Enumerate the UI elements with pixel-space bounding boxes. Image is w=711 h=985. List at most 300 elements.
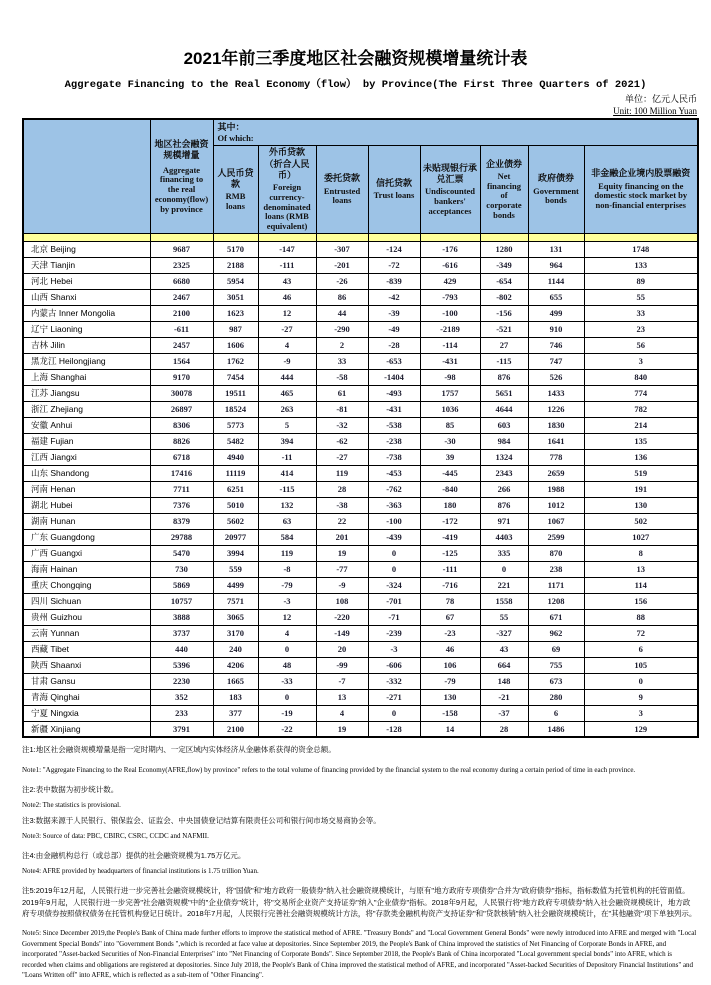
value-cell: 1564 <box>150 353 213 369</box>
value-cell: 840 <box>584 369 698 385</box>
value-cell: -100 <box>368 513 420 529</box>
footnotes <box>22 744 697 980</box>
value-cell: -762 <box>368 481 420 497</box>
value-cell: -30 <box>420 433 480 449</box>
value-cell: -2189 <box>420 321 480 337</box>
footnote: 注4:由金融机构总行（或总部）提供的社会融资规模为1.75万亿元。 <box>22 851 246 861</box>
column-header-en: Net financing of corporate bonds <box>486 170 522 220</box>
value-cell: 1486 <box>528 721 584 737</box>
province-cell: 辽宁 Liaoning <box>23 321 150 337</box>
value-cell: 1757 <box>420 385 480 401</box>
column-header-en: Government bonds <box>533 185 579 206</box>
value-cell: 13 <box>316 689 368 705</box>
value-cell: 1324 <box>480 449 528 465</box>
table-row <box>23 689 698 705</box>
value-cell: 133 <box>584 257 698 273</box>
table-row <box>23 273 698 289</box>
value-cell: 964 <box>528 257 584 273</box>
value-cell: -158 <box>420 705 480 721</box>
value-cell: -793 <box>420 289 480 305</box>
page-subtitle: Aggregate Financing to the Real Economy（flow） by Province(The First Three Quarters of 2021) <box>64 79 647 91</box>
value-cell: 108 <box>316 593 368 609</box>
value-cell: -37 <box>480 705 528 721</box>
column-header-cn: 政府债券 <box>537 173 574 184</box>
value-cell: -156 <box>480 305 528 321</box>
value-cell: 46 <box>258 289 316 305</box>
province-cell: 湖北 Hubei <box>23 497 150 513</box>
table-row <box>23 321 698 337</box>
table-row <box>23 593 698 609</box>
value-cell: -349 <box>480 257 528 273</box>
value-cell: -3 <box>368 641 420 657</box>
value-cell: 148 <box>480 673 528 689</box>
yellow-spacer-cell <box>258 233 316 241</box>
value-cell: 263 <box>258 401 316 417</box>
of-which-en: Of which: <box>217 132 254 143</box>
value-cell: -839 <box>368 273 420 289</box>
value-cell: -431 <box>420 353 480 369</box>
column-header-cn: 未贴现银行承兑汇票 <box>422 162 477 185</box>
column-header <box>420 146 480 234</box>
value-cell: 465 <box>258 385 316 401</box>
value-cell: 240 <box>213 641 258 657</box>
province-cell: 河南 Henan <box>23 481 150 497</box>
value-cell: -220 <box>316 609 368 625</box>
province-cell: 广西 Guangxi <box>23 545 150 561</box>
column-header-cn: 非金融企业境内股票融资 <box>591 168 691 179</box>
value-cell: 48 <box>258 657 316 673</box>
value-cell: 1558 <box>480 593 528 609</box>
province-cell: 黑龙江 Heilongjiang <box>23 353 150 369</box>
province-cell: 宁夏 Ningxia <box>23 705 150 721</box>
value-cell: 129 <box>584 721 698 737</box>
value-cell: 130 <box>584 497 698 513</box>
value-cell: 2325 <box>150 257 213 273</box>
yellow-spacer-cell <box>584 233 698 241</box>
value-cell: 2659 <box>528 465 584 481</box>
value-cell: 2599 <box>528 529 584 545</box>
value-cell: -27 <box>316 449 368 465</box>
value-cell: 29788 <box>150 529 213 545</box>
column-header-cn: 外币贷款（折合人民币） <box>264 147 310 180</box>
value-cell: 8 <box>584 545 698 561</box>
value-cell: -716 <box>420 577 480 593</box>
value-cell: 440 <box>150 641 213 657</box>
value-cell: -8 <box>258 561 316 577</box>
value-cell: 6 <box>528 705 584 721</box>
value-cell: -49 <box>368 321 420 337</box>
value-cell: 910 <box>528 321 584 337</box>
yellow-separator-row <box>23 233 698 241</box>
province-cell: 安徽 Anhui <box>23 417 150 433</box>
value-cell: -39 <box>368 305 420 321</box>
value-cell: 1067 <box>528 513 584 529</box>
province-cell: 吉林 Jilin <box>23 337 150 353</box>
value-cell: 1226 <box>528 401 584 417</box>
value-cell: -99 <box>316 657 368 673</box>
value-cell: 1433 <box>528 385 584 401</box>
province-cell: 浙江 Zhejiang <box>23 401 150 417</box>
table-row <box>23 337 698 353</box>
value-cell: 2 <box>316 337 368 353</box>
value-cell: 67 <box>420 609 480 625</box>
value-cell: 39 <box>420 449 480 465</box>
value-cell: 135 <box>584 433 698 449</box>
table-row <box>23 513 698 529</box>
province-cell: 重庆 Chongqing <box>23 577 150 593</box>
value-cell: 5651 <box>480 385 528 401</box>
table-row <box>23 449 698 465</box>
footnote: 注2:表中数据为初步统计数。 <box>22 785 119 795</box>
table-row <box>23 481 698 497</box>
value-cell: -9 <box>316 577 368 593</box>
province-cell: 天津 Tianjin <box>23 257 150 273</box>
value-cell: 4940 <box>213 449 258 465</box>
value-cell: -172 <box>420 513 480 529</box>
value-cell: 44 <box>316 305 368 321</box>
value-cell: 3737 <box>150 625 213 641</box>
value-cell: -9 <box>258 353 316 369</box>
province-cell: 海南 Hainan <box>23 561 150 577</box>
value-cell: -26 <box>316 273 368 289</box>
value-cell: -324 <box>368 577 420 593</box>
value-cell: 7376 <box>150 497 213 513</box>
value-cell: 2230 <box>150 673 213 689</box>
value-cell: -701 <box>368 593 420 609</box>
value-cell: 131 <box>528 241 584 257</box>
value-cell: -11 <box>258 449 316 465</box>
value-cell: -62 <box>316 433 368 449</box>
value-cell: 89 <box>584 273 698 289</box>
value-cell: -431 <box>368 401 420 417</box>
value-cell: 86 <box>316 289 368 305</box>
value-cell: 214 <box>584 417 698 433</box>
value-cell: 6 <box>584 641 698 657</box>
value-cell: 2100 <box>213 721 258 737</box>
footnote: Note5: Since December 2019,the People's Bank of China made further efforts to improve the statistical method of AFRE. "Treasury Bonds" and "Local Government General Bonds" were newly introduced into AFRE and merged with "Local Government Special Bonds" into "Government Bonds ",which is recorded at face value at depositories. Since September 2019, the People's Bank of China improved the statistics of Net Financing of Corporate Bonds in AFRE, and incorporated "Asset-backed Securities of Non-Financial Enterprises" into "Net Financing of Corporate Bonds". Since September 2018, the People's Bank of China incorporated "Local government special bonds" into AFRE, which is recorded when claims and obligations are registered at depositories. Since July 2018, the People's Bank of China improved the statistical method of AFRE, and incorporated "Asset-backed Securities of Depository Financial Institutions" and "Loans Written off" into AFRE, which is reflected as a sub-item of "Other Financing". <box>22 929 697 980</box>
column-header-cn: 企业债券 <box>485 158 522 169</box>
afre-table <box>22 118 699 738</box>
value-cell: 5482 <box>213 433 258 449</box>
province-cell: 陕西 Shaanxi <box>23 657 150 673</box>
province-cell: 上海 Shanghai <box>23 369 150 385</box>
value-cell: -616 <box>420 257 480 273</box>
value-cell: 55 <box>480 609 528 625</box>
unit-block <box>0 94 697 117</box>
value-cell: -42 <box>368 289 420 305</box>
value-cell: -307 <box>316 241 368 257</box>
value-cell: 19 <box>316 545 368 561</box>
value-cell: 69 <box>528 641 584 657</box>
value-cell: 1748 <box>584 241 698 257</box>
footnote: Note3: Source of data: PBC, CBIRC, CSRC, CCDC and NAFMII. <box>22 831 209 840</box>
value-cell: 8826 <box>150 433 213 449</box>
table-row <box>23 353 698 369</box>
province-cell: 北京 Beijing <box>23 241 150 257</box>
value-cell: 136 <box>584 449 698 465</box>
column-header-en: Equity financing on the domestic stock market by non-financial enterprises <box>594 180 688 211</box>
value-cell: 55 <box>584 289 698 305</box>
value-cell: -38 <box>316 497 368 513</box>
value-cell: 1027 <box>584 529 698 545</box>
value-cell: 559 <box>213 561 258 577</box>
value-cell: 88 <box>584 609 698 625</box>
value-cell: 28 <box>480 721 528 737</box>
value-cell: 12 <box>258 305 316 321</box>
column-header-cn: 信托贷款 <box>375 178 412 189</box>
value-cell: 5470 <box>150 545 213 561</box>
unit-label-en: Unit: 100 Million Yuan <box>613 105 697 116</box>
value-cell: 9170 <box>150 369 213 385</box>
table-row <box>23 609 698 625</box>
value-cell: 755 <box>528 657 584 673</box>
yellow-spacer-cell <box>528 233 584 241</box>
column-header <box>480 146 528 234</box>
value-cell: 1208 <box>528 593 584 609</box>
value-cell: 33 <box>316 353 368 369</box>
value-cell: 962 <box>528 625 584 641</box>
value-cell: 1665 <box>213 673 258 689</box>
value-cell: 4 <box>258 625 316 641</box>
value-cell: -521 <box>480 321 528 337</box>
province-cell: 西藏 Tibet <box>23 641 150 657</box>
province-cell: 云南 Yunnan <box>23 625 150 641</box>
value-cell: 730 <box>150 561 213 577</box>
table-row <box>23 433 698 449</box>
value-cell: 72 <box>584 625 698 641</box>
footnote: 注5:2019年12月起，人民银行进一步完善社会融资规模统计，将"国债"和"地方政府一般债券"纳入社会融资规模统计，与原有"地方政府专项债券"合并为"政府债券"指标，指标数值为托管机构的托管面值。2019年9月起，人民银行进一步完善"社会融资规模"中的"企业债券"统计，将"交易所企业资产支持证券"纳入"企业债券"指标。2018年9月起，人民银行将"地方政府专项债券"纳入社会融资规模统计，地方政府专项债券按照债权债务在托管机构登记日统计。2018年7月起，人民银行完善社会融资规模统计方法，将"存款类金融机构资产支持证券"和"贷款核销"纳入社会融资规模统计，在"其他融资"项下单独列示。 <box>22 886 697 918</box>
afre-header-cn: 地区社会融资规模增量 <box>154 139 209 161</box>
value-cell: 266 <box>480 481 528 497</box>
province-cell: 山东 Shandong <box>23 465 150 481</box>
value-cell: 377 <box>213 705 258 721</box>
unit-label-cn: 单位：亿元人民币 <box>624 94 697 104</box>
value-cell: 4499 <box>213 577 258 593</box>
value-cell: 1036 <box>420 401 480 417</box>
value-cell: -7 <box>316 673 368 689</box>
value-cell: -327 <box>480 625 528 641</box>
footnote: Note4: AFRE provided by headquarters of financial institutions is 1.75 trillion Yuan. <box>22 866 259 875</box>
value-cell: 17416 <box>150 465 213 481</box>
province-cell: 新疆 Xinjiang <box>23 721 150 737</box>
table-row <box>23 417 698 433</box>
value-cell: 876 <box>480 497 528 513</box>
value-cell: 0 <box>368 545 420 561</box>
value-cell: -72 <box>368 257 420 273</box>
value-cell: 105 <box>584 657 698 673</box>
value-cell: 502 <box>584 513 698 529</box>
value-cell: -738 <box>368 449 420 465</box>
value-cell: 33 <box>584 305 698 321</box>
value-cell: -19 <box>258 705 316 721</box>
value-cell: 5954 <box>213 273 258 289</box>
column-header <box>368 146 420 234</box>
value-cell: 1171 <box>528 577 584 593</box>
province-cell: 内蒙古 Inner Mongolia <box>23 305 150 321</box>
column-header <box>258 146 316 234</box>
value-cell: 23 <box>584 321 698 337</box>
value-cell: 233 <box>150 705 213 721</box>
province-cell: 贵州 Guizhou <box>23 609 150 625</box>
column-header <box>584 146 698 234</box>
value-cell: 394 <box>258 433 316 449</box>
value-cell: -149 <box>316 625 368 641</box>
value-cell: 5869 <box>150 577 213 593</box>
value-cell: 5602 <box>213 513 258 529</box>
value-cell: 5396 <box>150 657 213 673</box>
value-cell: 8306 <box>150 417 213 433</box>
value-cell: 444 <box>258 369 316 385</box>
value-cell: 2467 <box>150 289 213 305</box>
value-cell: 335 <box>480 545 528 561</box>
value-cell: 4644 <box>480 401 528 417</box>
value-cell: -100 <box>420 305 480 321</box>
value-cell: 2457 <box>150 337 213 353</box>
value-cell: 3888 <box>150 609 213 625</box>
value-cell: -493 <box>368 385 420 401</box>
value-cell: 2188 <box>213 257 258 273</box>
value-cell: 0 <box>368 561 420 577</box>
province-cell: 青海 Qinghai <box>23 689 150 705</box>
column-header-cn: 人民币贷款 <box>217 167 254 189</box>
value-cell: -611 <box>150 321 213 337</box>
value-cell: 156 <box>584 593 698 609</box>
province-cell: 甘肃 Gansu <box>23 673 150 689</box>
value-cell: 414 <box>258 465 316 481</box>
table-row <box>23 657 698 673</box>
value-cell: 603 <box>480 417 528 433</box>
table-header <box>23 119 698 241</box>
value-cell: 20977 <box>213 529 258 545</box>
value-cell: 774 <box>584 385 698 401</box>
value-cell: -445 <box>420 465 480 481</box>
value-cell: -114 <box>420 337 480 353</box>
value-cell: 46 <box>420 641 480 657</box>
value-cell: -653 <box>368 353 420 369</box>
value-cell: 12 <box>258 609 316 625</box>
value-cell: -1404 <box>368 369 420 385</box>
footnote: 注3:数据来源于人民银行、银保监会、证监会、中央国债登记结算有限责任公司和银行间市场交易商协会等。 <box>22 815 381 825</box>
value-cell: 5 <box>258 417 316 433</box>
value-cell: -22 <box>258 721 316 737</box>
value-cell: 43 <box>258 273 316 289</box>
value-cell: 1623 <box>213 305 258 321</box>
table-row <box>23 385 698 401</box>
value-cell: 180 <box>420 497 480 513</box>
value-cell: -58 <box>316 369 368 385</box>
yellow-spacer-cell <box>480 233 528 241</box>
value-cell: -27 <box>258 321 316 337</box>
yellow-spacer-cell <box>420 233 480 241</box>
value-cell: -115 <box>480 353 528 369</box>
value-cell: -32 <box>316 417 368 433</box>
value-cell: 56 <box>584 337 698 353</box>
value-cell: 664 <box>480 657 528 673</box>
value-cell: -79 <box>258 577 316 593</box>
yellow-spacer-cell <box>316 233 368 241</box>
value-cell: 5010 <box>213 497 258 513</box>
value-cell: 1144 <box>528 273 584 289</box>
province-cell: 福建 Fujian <box>23 433 150 449</box>
value-cell: 3791 <box>150 721 213 737</box>
value-cell: 747 <box>528 353 584 369</box>
column-header <box>213 146 258 234</box>
value-cell: 5170 <box>213 241 258 257</box>
value-cell: -124 <box>368 241 420 257</box>
value-cell: -802 <box>480 289 528 305</box>
value-cell: -79 <box>420 673 480 689</box>
afre-column-header <box>150 119 213 233</box>
value-cell: 13 <box>584 561 698 577</box>
value-cell: 63 <box>258 513 316 529</box>
value-cell: 4403 <box>480 529 528 545</box>
value-cell: 1606 <box>213 337 258 353</box>
value-cell: 14 <box>420 721 480 737</box>
value-cell: 0 <box>258 641 316 657</box>
value-cell: 19511 <box>213 385 258 401</box>
value-cell: 499 <box>528 305 584 321</box>
value-cell: 746 <box>528 337 584 353</box>
value-cell: 119 <box>258 545 316 561</box>
value-cell: 9687 <box>150 241 213 257</box>
value-cell: -439 <box>368 529 420 545</box>
of-which-cn: 其中： <box>217 122 245 133</box>
table-row <box>23 705 698 721</box>
table-row <box>23 561 698 577</box>
table-row <box>23 577 698 593</box>
value-cell: 26897 <box>150 401 213 417</box>
table-row <box>23 289 698 305</box>
value-cell: -176 <box>420 241 480 257</box>
value-cell: -606 <box>368 657 420 673</box>
column-header-en: Trust loans <box>373 190 415 201</box>
yellow-spacer-cell <box>213 233 258 241</box>
column-header-en: Foreign currency-denominated loans (RMB equivalent) <box>263 182 311 232</box>
footnote: Note1: "Aggregate Financing to the Real Economy(AFRE,flow) by province" refers to the total volume of financing provided by the financial system to the real economy during a certain period of time in each province. <box>22 765 636 774</box>
column-header <box>528 146 584 234</box>
value-cell: 673 <box>528 673 584 689</box>
table-row <box>23 465 698 481</box>
value-cell: 18524 <box>213 401 258 417</box>
province-cell: 江苏 Jiangsu <box>23 385 150 401</box>
value-cell: -81 <box>316 401 368 417</box>
value-cell: -71 <box>368 609 420 625</box>
table-row <box>23 625 698 641</box>
value-cell: -538 <box>368 417 420 433</box>
value-cell: -147 <box>258 241 316 257</box>
of-which-header <box>213 119 698 146</box>
value-cell: -453 <box>368 465 420 481</box>
value-cell: 8379 <box>150 513 213 529</box>
value-cell: -111 <box>258 257 316 273</box>
value-cell: 7454 <box>213 369 258 385</box>
column-header-en: Undiscounted bankers' acceptances <box>424 186 476 216</box>
value-cell: 4 <box>316 705 368 721</box>
table-row <box>23 401 698 417</box>
value-cell: 43 <box>480 641 528 657</box>
table-row <box>23 305 698 321</box>
value-cell: -98 <box>420 369 480 385</box>
value-cell: 3051 <box>213 289 258 305</box>
province-cell: 广东 Guangdong <box>23 529 150 545</box>
value-cell: 132 <box>258 497 316 513</box>
province-cell: 湖南 Hunan <box>23 513 150 529</box>
province-cell: 江西 Jiangxi <box>23 449 150 465</box>
value-cell: -290 <box>316 321 368 337</box>
value-cell: -33 <box>258 673 316 689</box>
value-cell: 1762 <box>213 353 258 369</box>
value-cell: 7571 <box>213 593 258 609</box>
